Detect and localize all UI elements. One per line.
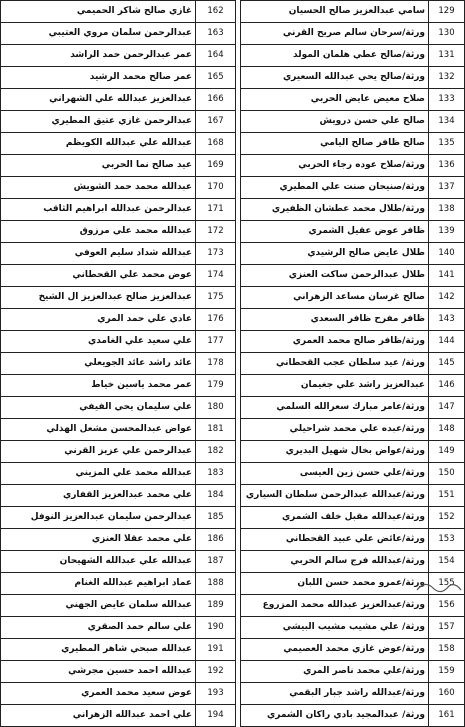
table-row <box>241 397 465 419</box>
names-table-right <box>240 0 465 727</box>
table-row <box>1 221 236 243</box>
person-name-cell: عبدالرحمن عبدالله ابراهيم الثاقب <box>1 199 196 221</box>
table-row <box>241 617 465 639</box>
row-number-cell: 148 <box>429 419 465 441</box>
table-row <box>1 155 236 177</box>
table-row <box>1 463 236 485</box>
row-number-cell: 133 <box>429 89 465 111</box>
row-number-cell: 187 <box>196 551 236 573</box>
person-name-cell: عمر محمد ياسين خياط <box>1 375 196 397</box>
row-number-cell: 180 <box>196 397 236 419</box>
row-number-cell: 135 <box>429 133 465 155</box>
row-number-cell: 172 <box>196 221 236 243</box>
row-number-cell: 191 <box>196 639 236 661</box>
person-name-cell: ورثة/صالح عطي هلمان المولد <box>241 45 429 67</box>
row-number-cell: 140 <box>429 243 465 265</box>
table-row <box>241 133 465 155</box>
person-name-cell: ورثة/ علي مشيب مشيب البيشي <box>241 617 429 639</box>
row-number-cell: 184 <box>196 485 236 507</box>
row-number-cell: 154 <box>429 551 465 573</box>
table-row <box>1 661 236 683</box>
row-number-cell: 163 <box>196 23 236 45</box>
person-name-cell: صالح ظافر صالح اليامي <box>241 133 429 155</box>
row-number-cell: 182 <box>196 441 236 463</box>
row-number-cell: 173 <box>196 243 236 265</box>
person-name-cell: ورثة/عبدالعزيز عبدالله محمد المزروع <box>241 595 429 617</box>
table-row <box>241 419 465 441</box>
row-number-cell: 194 <box>196 705 236 727</box>
row-number-cell: 136 <box>429 155 465 177</box>
table-row <box>1 309 236 331</box>
person-name-cell: عماد ابراهيم عبدالله الغنام <box>1 573 196 595</box>
table-row <box>1 375 236 397</box>
person-name-cell: علي احمد عبدالله الزهراني <box>1 705 196 727</box>
table-row <box>241 309 465 331</box>
row-number-cell: 165 <box>196 67 236 89</box>
table-row <box>1 23 236 45</box>
person-name-cell: ورثة/ عبدالمجيد بادي راكان الشمري <box>241 705 429 727</box>
table-row <box>241 507 465 529</box>
row-number-cell: 169 <box>196 155 236 177</box>
person-name-cell: عبدالرحمن سلمان مروي العتيبي <box>1 23 196 45</box>
table-row <box>241 89 465 111</box>
row-number-cell: 174 <box>196 265 236 287</box>
person-name-cell: عبدالله علي عبدالله الكويظم <box>1 133 196 155</box>
person-name-cell: ورثة/عبدالله عبدالرحمن سلطان السياري <box>241 485 429 507</box>
row-number-cell: 158 <box>429 639 465 661</box>
row-number-cell: 179 <box>196 375 236 397</box>
table-row <box>241 639 465 661</box>
table-row <box>1 111 236 133</box>
table-row <box>241 705 465 727</box>
row-number-cell: 166 <box>196 89 236 111</box>
row-number-cell: 161 <box>429 705 465 727</box>
person-name-cell: عبدالرحمن سليمان عبدالعزيز النوفل <box>1 507 196 529</box>
person-name-cell: ورثة/ عيد سلطان عجب القحطاني <box>241 353 429 375</box>
row-number-cell: 131 <box>429 45 465 67</box>
row-number-cell: 151 <box>429 485 465 507</box>
table-row <box>241 529 465 551</box>
table-row <box>1 639 236 661</box>
table-row <box>1 287 236 309</box>
person-name-cell: صالح غرسان مساعد الزهراني <box>241 287 429 309</box>
row-number-cell: 181 <box>196 419 236 441</box>
person-name-cell: ظافر مفرح ظافر السعدي <box>241 309 429 331</box>
table-row <box>241 353 465 375</box>
table-row <box>241 45 465 67</box>
table-row <box>241 111 465 133</box>
person-name-cell: عمر عبدالرحمن حمد الراشد <box>1 45 196 67</box>
table-row <box>241 199 465 221</box>
table-row <box>241 441 465 463</box>
table-row <box>1 529 236 551</box>
row-number-cell: 130 <box>429 23 465 45</box>
row-number-cell: 175 <box>196 287 236 309</box>
names-table-left-body <box>1 1 236 727</box>
person-name-cell: صلاح معيض عايض الحربي <box>241 89 429 111</box>
row-number-cell: 155 <box>429 573 465 595</box>
person-name-cell: علي سعيد علي الغامدي <box>1 331 196 353</box>
table-row <box>241 221 465 243</box>
row-number-cell: 188 <box>196 573 236 595</box>
person-name-cell: عبدالعزيز صالح عبدالعزيز ال الشيخ <box>1 287 196 309</box>
person-name-cell: علي محمد عقلا العنزي <box>1 529 196 551</box>
table-row <box>241 67 465 89</box>
row-number-cell: 132 <box>429 67 465 89</box>
person-name-cell: ورثة/طلال محمد عطشان الظفيري <box>241 199 429 221</box>
row-number-cell: 170 <box>196 177 236 199</box>
row-number-cell: 189 <box>196 595 236 617</box>
row-number-cell: 193 <box>196 683 236 705</box>
table-row <box>1 67 236 89</box>
person-name-cell: عائد راشد عائد الجويعلي <box>1 353 196 375</box>
person-name-cell: علي سليمان يحي الفيفي <box>1 397 196 419</box>
table-row <box>241 23 465 45</box>
table-row <box>241 375 465 397</box>
person-name-cell: عوض سعيد محمد العمري <box>1 683 196 705</box>
table-row <box>241 661 465 683</box>
row-number-cell: 139 <box>429 221 465 243</box>
person-name-cell: عمر صالح محمد الرشيد <box>1 67 196 89</box>
table-row <box>1 133 236 155</box>
row-number-cell: 143 <box>429 309 465 331</box>
person-name-cell: عبدالله شداد سليم العوفي <box>1 243 196 265</box>
row-number-cell: 138 <box>429 199 465 221</box>
person-name-cell: ورثة/سرحان سالم صريح القرني <box>241 23 429 45</box>
person-name-cell: غازي صالح شاكر الحميمي <box>1 1 196 23</box>
table-row <box>1 595 236 617</box>
table-row <box>1 397 236 419</box>
person-name-cell: عبدالله سلمان عايض الجهني <box>1 595 196 617</box>
person-name-cell: ورثة/عبدالله راشد جبار البقمي <box>241 683 429 705</box>
table-row <box>241 551 465 573</box>
row-number-cell: 145 <box>429 353 465 375</box>
table-row <box>1 177 236 199</box>
person-name-cell: عبدالله علي عبدالله الشهيحان <box>1 551 196 573</box>
table-row <box>1 485 236 507</box>
row-number-cell: 171 <box>196 199 236 221</box>
row-number-cell: 183 <box>196 463 236 485</box>
table-row <box>241 463 465 485</box>
person-name-cell: عوض محمد علي القحطاني <box>1 265 196 287</box>
row-number-cell: 157 <box>429 617 465 639</box>
table-row <box>1 265 236 287</box>
person-name-cell: عادي علي حمد المري <box>1 309 196 331</box>
row-number-cell: 150 <box>429 463 465 485</box>
table-row <box>241 573 465 595</box>
row-number-cell: 162 <box>196 1 236 23</box>
row-number-cell: 129 <box>429 1 465 23</box>
table-row <box>1 331 236 353</box>
row-number-cell: 144 <box>429 331 465 353</box>
table-row <box>241 1 465 23</box>
person-name-cell: ورثة/صلاح عوده رجاء الحربي <box>241 155 429 177</box>
person-name-cell: ورثة/عبده علي محمد شراحيلي <box>241 419 429 441</box>
person-name-cell: عبدالرحمن غازي عتيق المطيري <box>1 111 196 133</box>
person-name-cell: عبدالرحمن علي عزيز القرني <box>1 441 196 463</box>
table-row <box>1 551 236 573</box>
table-row <box>1 199 236 221</box>
row-number-cell: 192 <box>196 661 236 683</box>
person-name-cell: طلال عبدالرحمن ساكت العنزي <box>241 265 429 287</box>
row-number-cell: 178 <box>196 353 236 375</box>
table-row <box>1 705 236 727</box>
person-name-cell: ورثة/عائض علي عبيد القحطاني <box>241 529 429 551</box>
person-name-cell: ورثة/عوض غازي محمد العصيمي <box>241 639 429 661</box>
table-row <box>241 243 465 265</box>
person-name-cell: ورثة/عبدالله مقبل خلف الشمري <box>241 507 429 529</box>
row-number-cell: 137 <box>429 177 465 199</box>
person-name-cell: عبدالعزيز راشد علي جغيمان <box>241 375 429 397</box>
table-row <box>1 353 236 375</box>
person-name-cell: علي سالم حمد الصقري <box>1 617 196 639</box>
row-number-cell: 168 <box>196 133 236 155</box>
row-number-cell: 142 <box>429 287 465 309</box>
table-row <box>1 419 236 441</box>
person-name-cell: ورثة/عواض بخال شهيل البديري <box>241 441 429 463</box>
person-name-cell: ورثة/صالح يحي عبدالله السعيري <box>241 67 429 89</box>
table-row <box>241 331 465 353</box>
row-number-cell: 159 <box>429 661 465 683</box>
row-number-cell: 160 <box>429 683 465 705</box>
row-number-cell: 190 <box>196 617 236 639</box>
person-name-cell: ورثة/عامر مبارك سعرالله السلمي <box>241 397 429 419</box>
person-name-cell: طلال عايض صالح الرشيدي <box>241 243 429 265</box>
table-row <box>1 573 236 595</box>
person-name-cell: ورثة/عبدالله فرج سالم الحربي <box>241 551 429 573</box>
table-row <box>1 45 236 67</box>
person-name-cell: ورثة/علي محمد ناصر المري <box>241 661 429 683</box>
person-name-cell: ورثة/علي حسن زين العيسى <box>241 463 429 485</box>
person-name-cell: عبدالله صبحي شاهر المطيري <box>1 639 196 661</box>
row-number-cell: 156 <box>429 595 465 617</box>
table-row <box>1 1 236 23</box>
row-number-cell: 152 <box>429 507 465 529</box>
row-number-cell: 153 <box>429 529 465 551</box>
table-row <box>241 485 465 507</box>
row-number-cell: 177 <box>196 331 236 353</box>
table-row <box>241 683 465 705</box>
table-row <box>241 265 465 287</box>
person-name-cell: صالح علي حسن درويش <box>241 111 429 133</box>
row-number-cell: 149 <box>429 441 465 463</box>
person-name-cell: عبدالله محمد حمد الشويش <box>1 177 196 199</box>
person-name-cell: ورثة/ظافر صالح محمد العمري <box>241 331 429 353</box>
person-name-cell: عواض عبدالمحسن مشعل الهذلي <box>1 419 196 441</box>
table-row <box>1 617 236 639</box>
table-row <box>1 507 236 529</box>
row-number-cell: 167 <box>196 111 236 133</box>
person-name-cell: عبدالله محمد علي مرزوق <box>1 221 196 243</box>
table-row <box>1 683 236 705</box>
person-name-cell: عبدالله احمد حسين مجرشي <box>1 661 196 683</box>
row-number-cell: 186 <box>196 529 236 551</box>
person-name-cell: عبدالله محمد علي المزيني <box>1 463 196 485</box>
person-name-cell: ورثة/عمرو محمد حسن اللبان <box>241 573 429 595</box>
person-name-cell: ورثة/صنيحان صنت علي المطيري <box>241 177 429 199</box>
row-number-cell: 134 <box>429 111 465 133</box>
person-name-cell: سامي عبدالعزيز صالح الحسيان <box>241 1 429 23</box>
row-number-cell: 146 <box>429 375 465 397</box>
person-name-cell: عيد صالح نما الحربي <box>1 155 196 177</box>
person-name-cell: عبدالعزيز عبدالله علي الشهراني <box>1 89 196 111</box>
row-number-cell: 147 <box>429 397 465 419</box>
row-number-cell: 141 <box>429 265 465 287</box>
row-number-cell: 164 <box>196 45 236 67</box>
table-row <box>1 243 236 265</box>
person-name-cell: علي محمد عبدالعزيز القفاري <box>1 485 196 507</box>
table-row <box>241 155 465 177</box>
table-row <box>241 177 465 199</box>
table-row <box>241 287 465 309</box>
names-table-right-body <box>241 1 465 727</box>
person-name-cell: ظافر عوض عقيل الشمري <box>241 221 429 243</box>
table-row <box>241 595 465 617</box>
row-number-cell: 185 <box>196 507 236 529</box>
table-row <box>1 89 236 111</box>
table-row <box>1 441 236 463</box>
row-number-cell: 176 <box>196 309 236 331</box>
